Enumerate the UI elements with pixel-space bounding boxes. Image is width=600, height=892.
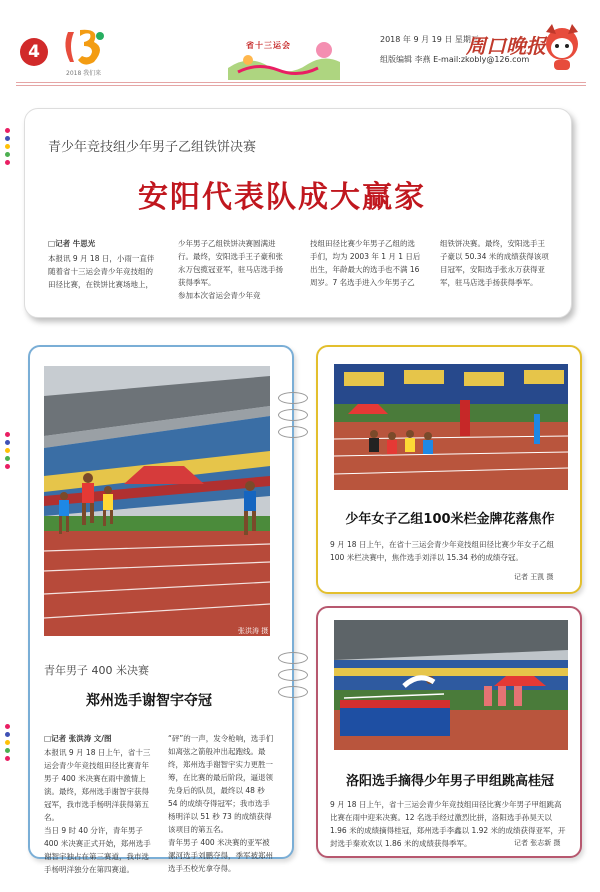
newspaper-name: 周口晚报 (466, 34, 546, 58)
header-rule (16, 85, 586, 86)
photo-credit: 记者 王凯 摄 (514, 573, 554, 581)
story-column: “砰”的一声，发令枪响，选手们如离弦之箭般冲出起跑线。最终，郑州选手谢智宇实力更胜一筹，在比赛的最后阶段，逼退领先身后的队员，最终以 48 秒 54 的成绩夺得冠军；我市选手杨明洋以 51 秒 73 的成绩获得该项目的第五名。 青年男子 400 米决赛的亚军被漯河选手刘鹏夺得，季军被郑州选手丕校光拿夺得。 (168, 734, 274, 873)
color-dots (4, 432, 12, 472)
runners-photo (44, 366, 270, 636)
banner-title: 省十三运会 (246, 41, 291, 50)
logo-slogan: 2018 我们来 (66, 70, 102, 77)
story-headline: 少年女子乙组100米栏金牌花落焦作 (345, 512, 555, 527)
photo-credit: 张洪涛 摄 (238, 627, 269, 635)
header-rule (16, 82, 586, 83)
mascot-icon (540, 22, 584, 72)
article-column: 组铁饼决赛。最终，安阳选手王子豪以 50.34 米的成绩获得该项目冠军，安阳选手张永万获得亚军，驻马店选手扬获得季军。 (440, 239, 549, 287)
article-subtitle: 青少年竞技组少年男子乙组铁饼决赛 (48, 140, 257, 155)
photo-credit: 记者 张志新 摄 (514, 839, 561, 847)
page-number: 4 (20, 38, 48, 66)
story-column: 本报讯 9 月 18 日上午，省十三运会青少年竞技组田径比赛青年男子 400 米决赛在雨中激情上演。最终，郑州选手谢智宇获得冠军，我市选手杨明洋获得第五名。 当日 9 时 40 分许，青年男子 400 米决赛正式开始，郑州选手谢智宇独占在第三赛道，我市选手杨明洋独分在第四赛道。 (44, 748, 151, 874)
article-column: 技组田径比赛少年男子乙组的选手们，均为 2003 年 1 月 1 日后出生，年龄最大的选手也不满 16 周岁。7 名选手进入少年男子乙 (310, 239, 421, 287)
article-column: 少年男子乙组铁饼决赛圆满进行。最终，安阳选手王子豪和张永万包揽冠亚军，驻马店选手扬获得季军。 参加本次省运会青少年竞 (178, 239, 283, 300)
games-logo-icon (60, 26, 110, 68)
story-label: 青年男子 400 米决赛 (44, 664, 149, 677)
story-text: 9 月 18 日上午，在省十三运会青少年竞技组田径比赛少年女子乙组 100 米栏决赛中，焦作选手刘洋以 15.34 秒的成绩夺冠。 (330, 540, 554, 562)
story-text: 9 月 18 日上午，省十三运会青少年竞技组田径比赛少年男子甲组跳高比赛在雨中迎来决赛。12 名选手经过激烈比拼，洛阳选手孙昊天以 1.96 米的成绩摘得桂冠，郑州选手李鑫以 1.92 米的成绩获得亚军，开封选手秦欢欢以 1.86 米的成绩获得季军。 (330, 800, 566, 848)
story-headline: 郑州选手谢智宇夺冠 (86, 693, 212, 709)
article-headline: 安阳代表队成大赢家 (138, 180, 426, 215)
color-dots (4, 724, 12, 764)
color-dots (4, 128, 12, 168)
story-headline: 洛阳选手摘得少年男子甲组跳高桂冠 (345, 774, 554, 789)
article-column: 本报讯 9 月 18 日，小雨一直伴随着省十三运会青少年竞技组的田径比赛，在铁饼比赛场地上， (48, 254, 155, 289)
binder-rings (278, 392, 308, 443)
issue-date: 2018 年 9 月 19 日 星期三 (380, 35, 479, 44)
hurdles-photo (334, 364, 568, 490)
high-jump-photo (334, 620, 568, 750)
story-byline: □记者 张洪涛 文/图 (44, 734, 112, 743)
editor-info: 组版编辑 李燕 E-mail:zkobly@126.com (380, 55, 530, 64)
article-byline: □记者 牛思光 (48, 239, 96, 248)
binder-rings (278, 652, 308, 703)
